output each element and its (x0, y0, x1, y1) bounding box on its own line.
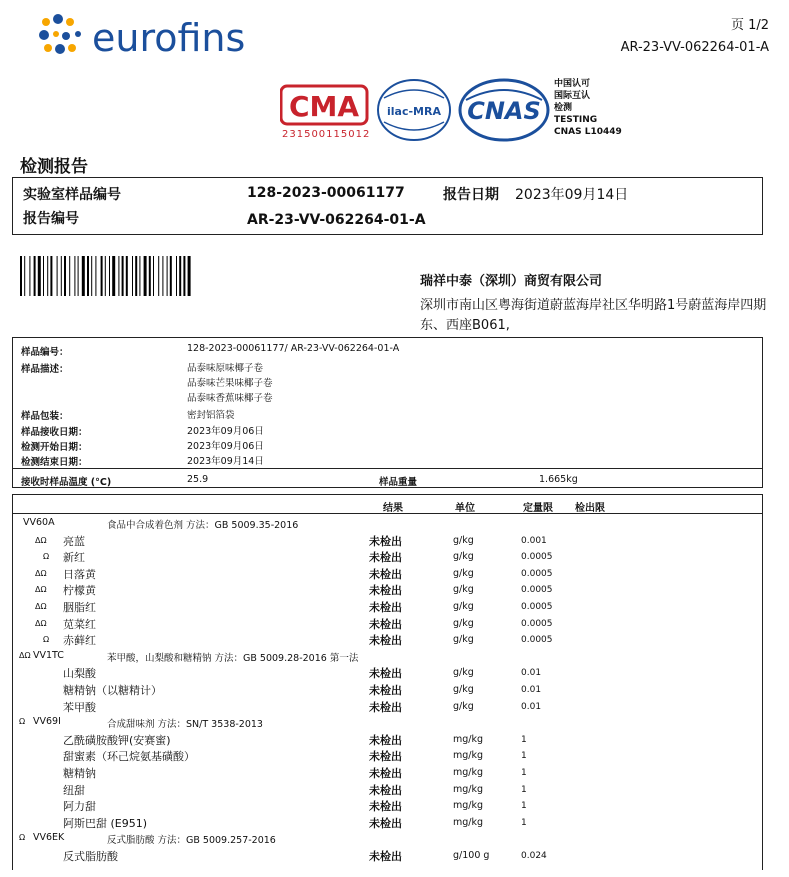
group-mark: Ω (19, 833, 26, 843)
analyte-loq: 1 (521, 784, 527, 795)
sample-no-label: 样品编号： (21, 347, 69, 358)
sample-info-box (12, 337, 763, 488)
analyte-unit: g/kg (453, 700, 474, 712)
analyte-loq: 0.0005 (521, 635, 553, 646)
analyte-unit: g/kg (453, 617, 474, 629)
method-description: 食品中合成着色剂 方法：GB 5009.35-2016 (107, 520, 299, 531)
method-group-row (13, 831, 762, 847)
analyte-unit: mg/kg (453, 767, 484, 778)
analyte-name: 亮蓝 (63, 534, 85, 548)
weight-value: 1.665kg (539, 474, 578, 485)
analyte-loq: 0.024 (521, 851, 547, 861)
analyte-row (13, 599, 762, 615)
analyte-unit: mg/kg (453, 733, 484, 745)
analyte-loq: 1 (521, 801, 527, 812)
start-date-value: 2023年09月06日 (187, 441, 264, 452)
analyte-loq: 0.01 (521, 701, 542, 712)
analyte-result: 未检出 (369, 601, 402, 614)
analyte-loq: 1 (521, 751, 527, 762)
temp-label: 接收时样品温度 (°C) (21, 477, 112, 488)
analyte-name: 苋菜红 (63, 617, 96, 631)
analyte-mark: ΔΩ (35, 535, 47, 545)
analyte-name: 胭脂红 (63, 601, 96, 614)
svg-text:CNAS: CNAS (467, 97, 541, 125)
analyte-row (13, 815, 762, 831)
sample-divider (13, 468, 762, 469)
weight-label: 样品重量 (379, 477, 418, 488)
analyte-mark: Ω (43, 552, 50, 562)
cnas-accreditation-text: 中国认可 国际互认 检测 TESTING CNAS L10449 (554, 79, 622, 137)
analyte-unit: g/kg (453, 584, 474, 596)
method-description: 苯甲酸，山梨酸和糖精钠 方法：GB 5009.28-2016 第一法 (107, 652, 359, 664)
analyte-name: 新红 (63, 551, 85, 565)
analyte-loq: 1 (521, 817, 527, 828)
analyte-name: 柠檬黄 (63, 584, 96, 598)
results-header-divider (13, 513, 762, 514)
temp-value: 25.9 (187, 474, 209, 485)
group-mark: ΔΩ (19, 650, 31, 660)
analyte-name: 日落黄 (63, 567, 96, 581)
analyte-loq: 0.001 (521, 535, 547, 546)
method-code: VV60A (23, 517, 55, 528)
col-header-unit: 单位 (455, 503, 475, 514)
method-description: 反式脂肪酸 方法：GB 5009.257-2016 (107, 835, 276, 847)
analyte-name: 纽甜 (63, 783, 85, 797)
sample-no-value: 128-2023-00061177/ AR-23-VV-062264-01-A (187, 343, 400, 354)
analyte-loq: 0.01 (521, 668, 542, 679)
report-no-label: 报告编号 (23, 211, 79, 227)
analyte-name: 阿力甜 (63, 800, 96, 814)
sample-pack-label: 样品包装： (21, 411, 69, 422)
end-date-value: 2023年09月14日 (187, 456, 264, 467)
report-no-value: AR-23-VV-062264-01-A (247, 212, 426, 228)
cnas-mark-icon (458, 78, 550, 142)
recv-date-label: 样品接收日期： (21, 427, 88, 438)
analyte-result: 未检出 (369, 584, 402, 598)
analyte-unit: mg/kg (453, 750, 484, 762)
analyte-row (13, 782, 762, 798)
analyte-name: 苯甲酸 (63, 700, 96, 714)
group-mark: Ω (19, 717, 26, 727)
analyte-name: 赤藓红 (63, 634, 96, 648)
analyte-loq: 0.0005 (521, 602, 553, 612)
analyte-row (13, 798, 762, 814)
analyte-row (13, 566, 762, 582)
cma-logo (280, 84, 370, 132)
analyte-mark: ΔΩ (35, 602, 47, 611)
lab-sample-value: 128-2023-00061177 (247, 185, 405, 201)
analyte-result: 未检出 (369, 684, 402, 697)
analyte-row (13, 665, 762, 681)
analyte-row (13, 682, 762, 698)
analyte-mark: Ω (43, 635, 50, 645)
analyte-name: 糖精钠 (63, 767, 96, 780)
method-description: 合成甜味剂 方法：SN/T 3538-2013 (107, 719, 263, 731)
end-date-label: 检测结束日期： (21, 457, 88, 468)
header-report-ref: AR-23-VV-062264-01-A (620, 40, 769, 55)
analyte-name: 阿斯巴甜 (E951) (63, 816, 148, 830)
method-code: VV69I (33, 716, 61, 728)
analyte-loq: 0.0005 (521, 552, 553, 563)
analyte-result: 未检出 (369, 534, 402, 548)
analyte-result: 未检出 (369, 800, 402, 814)
analyte-loq: 0.0005 (521, 618, 553, 629)
analyte-name: 甜蜜素（环己烷氨基磺酸） (63, 750, 195, 764)
client-name: 瑞祥中泰（深圳）商贸有限公司 (420, 274, 603, 289)
analyte-result: 未检出 (369, 551, 402, 565)
analyte-name: 糖精钠（以糖精计） (63, 684, 162, 697)
analyte-mark: ΔΩ (35, 585, 47, 595)
analyte-row (13, 848, 762, 864)
analyte-mark: ΔΩ (35, 618, 47, 628)
svg-text:CMA: CMA (288, 90, 360, 123)
ilac-mra-icon (374, 78, 454, 142)
method-group-row (13, 649, 762, 665)
method-group-row (13, 516, 762, 532)
start-date-label: 检测开始日期： (21, 442, 88, 453)
sample-desc-value-2: 品泰味芒果味椰子卷 (187, 378, 273, 389)
analyte-result: 未检出 (369, 634, 402, 648)
analyte-unit: g/kg (453, 534, 474, 546)
sample-pack-value: 密封铝箔袋 (187, 410, 235, 421)
analyte-unit: g/100 g (453, 850, 490, 861)
client-address: 深圳市南山区粤海街道蔚蓝海岸社区华明路1号蔚蓝海岸四期东、西座B061, (420, 298, 767, 333)
method-code: VV6EK (33, 832, 65, 844)
analyte-unit: mg/kg (453, 816, 484, 828)
svg-text:ilac-MRA: ilac-MRA (387, 105, 441, 118)
results-box (12, 494, 763, 870)
analyte-result: 未检出 (369, 767, 402, 780)
analyte-result: 未检出 (369, 850, 402, 863)
analyte-row (13, 582, 762, 598)
sample-desc-value-3: 品泰味香蕉味椰子卷 (187, 393, 273, 404)
barcode (20, 256, 218, 296)
brand-name: eurofins (92, 16, 246, 60)
analyte-result: 未检出 (369, 816, 402, 830)
cma-number: 231500115012 (282, 129, 371, 140)
recv-date-value: 2023年09月06日 (187, 426, 264, 437)
cma-mark-icon (280, 84, 370, 128)
analyte-row (13, 748, 762, 764)
report-info-box (12, 177, 763, 235)
analyte-unit: mg/kg (453, 783, 484, 795)
analyte-unit: g/kg (453, 567, 474, 579)
analyte-name: 乙酰磺胺酸钾(安赛蜜) (63, 733, 171, 747)
method-group-row (13, 715, 762, 731)
analyte-row (13, 616, 762, 632)
lab-sample-label: 实验室样品编号 (23, 187, 121, 203)
analyte-row (13, 732, 762, 748)
analyte-unit: g/kg (453, 667, 474, 679)
cnas-logo (458, 78, 550, 146)
ilac-logo (374, 78, 454, 146)
analyte-loq: 1 (521, 768, 527, 778)
analyte-result: 未检出 (369, 750, 402, 764)
page-number: 页 1/2 (730, 18, 769, 33)
method-code: VV1TC (33, 649, 64, 661)
report-date-label: 报告日期 (443, 187, 499, 203)
analyte-loq: 0.01 (521, 685, 542, 695)
analyte-mark: ΔΩ (35, 568, 47, 578)
analyte-row (13, 765, 762, 781)
analyte-row (13, 699, 762, 715)
col-header-lod: 检出限 (575, 503, 605, 514)
barcode-image (20, 256, 218, 296)
eurofins-logo (36, 12, 246, 62)
analyte-result: 未检出 (369, 733, 402, 747)
analyte-row (13, 632, 762, 648)
analyte-result: 未检出 (369, 700, 402, 714)
analyte-unit: g/kg (453, 551, 474, 563)
analyte-unit: g/kg (453, 601, 474, 612)
analyte-unit: g/kg (453, 634, 474, 646)
report-date-value: 2023年09月14日 (515, 187, 629, 203)
eurofins-dots-icon (36, 12, 88, 62)
analyte-result: 未检出 (369, 667, 402, 681)
analyte-result: 未检出 (369, 783, 402, 797)
analyte-result: 未检出 (369, 617, 402, 631)
sample-desc-label: 样品描述： (21, 364, 69, 375)
col-header-loq: 定量限 (523, 503, 553, 514)
sample-desc-value-1: 品泰味原味椰子卷 (187, 363, 264, 374)
analyte-row (13, 549, 762, 565)
analyte-name: 反式脂肪酸 (63, 850, 118, 863)
analyte-unit: g/kg (453, 684, 474, 695)
analyte-loq: 1 (521, 734, 527, 745)
page-title: 检测报告 (20, 157, 88, 177)
analyte-loq: 0.0005 (521, 568, 553, 579)
analyte-result: 未检出 (369, 567, 402, 581)
analyte-row (13, 533, 762, 549)
analyte-name: 山梨酸 (63, 667, 96, 681)
analyte-unit: mg/kg (453, 800, 484, 812)
col-header-result: 结果 (383, 503, 403, 514)
analyte-loq: 0.0005 (521, 585, 553, 596)
